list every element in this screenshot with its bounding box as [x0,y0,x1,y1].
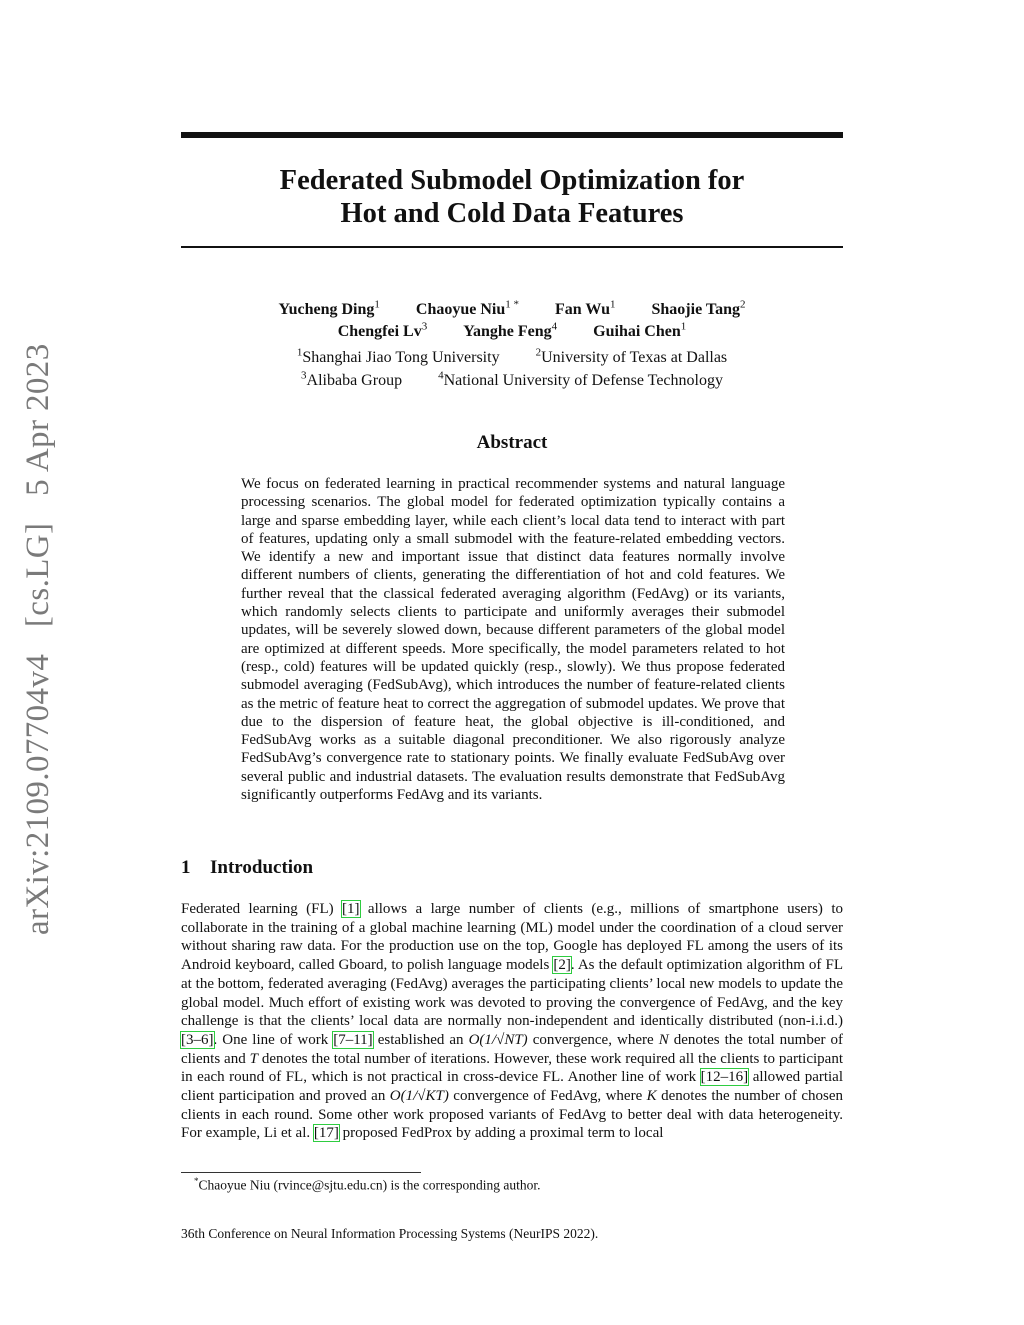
affiliation-list [181,342,843,388]
math-variable: K [646,1088,657,1105]
title-bottom-rule [181,246,843,248]
math-expression: O(1/√KT) [389,1088,449,1105]
title-line: Hot and Cold Data Features [340,198,684,229]
section-number: 1 [181,857,191,878]
arxiv-category: [cs.LG] [20,522,56,628]
author: Chaoyue Niu$^{1 *}$ [415,299,519,319]
citation-link[interactable]: [3–6] [181,1031,214,1048]
affiliation: $^2$University of Texas at Dallas [535,347,728,367]
citation-link[interactable]: [17] [313,1125,339,1142]
author: Shaojie Tang$^2$ [651,299,746,319]
section-heading [181,857,313,879]
math-expression: O(1/√NT) [468,1031,528,1048]
citation-link[interactable]: [2] [553,957,571,974]
math-variable: T [249,1050,258,1067]
paper-title [181,164,843,230]
abstract-text: We focus on federated learning in practical recommender systems and natural language processing scenarios. The global model for federated optimization typically contains a large and sparse embedding layer, while each client’s local data tend to interact with part of features, updating only a small submodel with the feature-related embedding vectors. We identify a new and important issue that distinct data features normally involve different numbers of clients, generating the differentiation of hot and cold features. We further reveal that the classical federated averaging algorithm (FedAvg) or its variants, which randomly selects clients to participate and uniformly averages their submodel updates, will be severely slowed down, because different parameters of the global model are optimized at different speeds. More specifically, the model parameters related to hot (resp., cold) features will be updated quickly (resp., slowly). We thus propose federated submodel averaging (FedSubAvg), which introduces the number of feature-related clients as the metric of feature heat to correct the aggregation of submodel updates. We prove that due to the dispersion of feature heat, the global objective is ill-conditioned, and FedSubAvg works as a suitable diagonal preconditioner. We also rigorously analyze FedSubAvg’s convergence rate to stationary points. We finally evaluate FedSubAvg over several public and industrial datasets. The evaluation results demonstrate that FedSubAvg significantly outperforms FedAvg and its variants. [241,476,785,804]
title-top-rule [181,132,843,138]
footnote: *Chaoyue Niu (rvince@sjtu.edu.cn) is the corresponding author. [194,1176,541,1193]
arxiv-id: arXiv:2109.07704v4 [20,653,56,935]
author: Fan Wu$^1$ [555,299,616,319]
author: Guihai Chen$^1$ [593,321,687,341]
arxiv-identifier-stamp [20,325,57,935]
author: Yucheng Ding$^1$ [278,299,380,319]
citation-link[interactable]: [12–16] [700,1069,749,1086]
introduction-paragraph: Federated learning (FL) [1] allows a large number of clients (e.g., millions of smartphone users) to collaborate in the training of a global machine learning (ML) model under the coordination of a cloud server without sharing raw data. For the production use on the top, Google has deployed FL among the users of its Android keyboard, called Gboard, to polish language models [2]. As the default optimization algorithm of FL at the bottom, federated averaging (FedAvg) averages the participating clients’ local new models to update the global model. Much effort of existing work was devoted to proving the convergence of FedAvg, and the key challenge is that the clients’ local data are normally non-independent and identically distributed (non-i.i.d.) [3–6]. One line of work [7–11] established an O(1/√NT) convergence, where N denotes the total number of clients and T denotes the total number of iterations. However, these work required all the clients to participant in each round of FL, which is not practical in cross-device FL. Another line of work [12–16] allowed partial client participation and proved an O(1/√KT) convergence of FedAvg, where K denotes the number of chosen clients in each round. Some other work proposed variants of FedAvg to better deal with data heterogeneity. For example, Li et al. [17] proposed FedProx by adding a proximal term to local [181,901,844,1142]
citation-link[interactable]: [7–11] [333,1031,373,1048]
math-variable: N [658,1031,669,1048]
affiliation: $^4$National University of Defense Technology [438,370,723,390]
conference-note: 36th Conference on Neural Information Processing Systems (NeurIPS 2022). [181,1226,599,1241]
affiliation: $^3$Alibaba Group [301,370,403,390]
title-line: Federated Submodel Optimization for [279,165,745,196]
affiliation: $^1$Shanghai Jiao Tong University [296,347,500,367]
abstract-heading: Abstract [476,432,548,453]
author: Chengfei Lv$^3$ [337,321,428,341]
footnote-rule [181,1172,421,1173]
arxiv-date: 5 Apr 2023 [20,343,56,496]
section-title: Introduction [210,857,314,878]
citation-link[interactable]: [1] [342,901,360,917]
author: Yanghe Feng$^4$ [463,321,558,341]
author-list [181,294,843,341]
